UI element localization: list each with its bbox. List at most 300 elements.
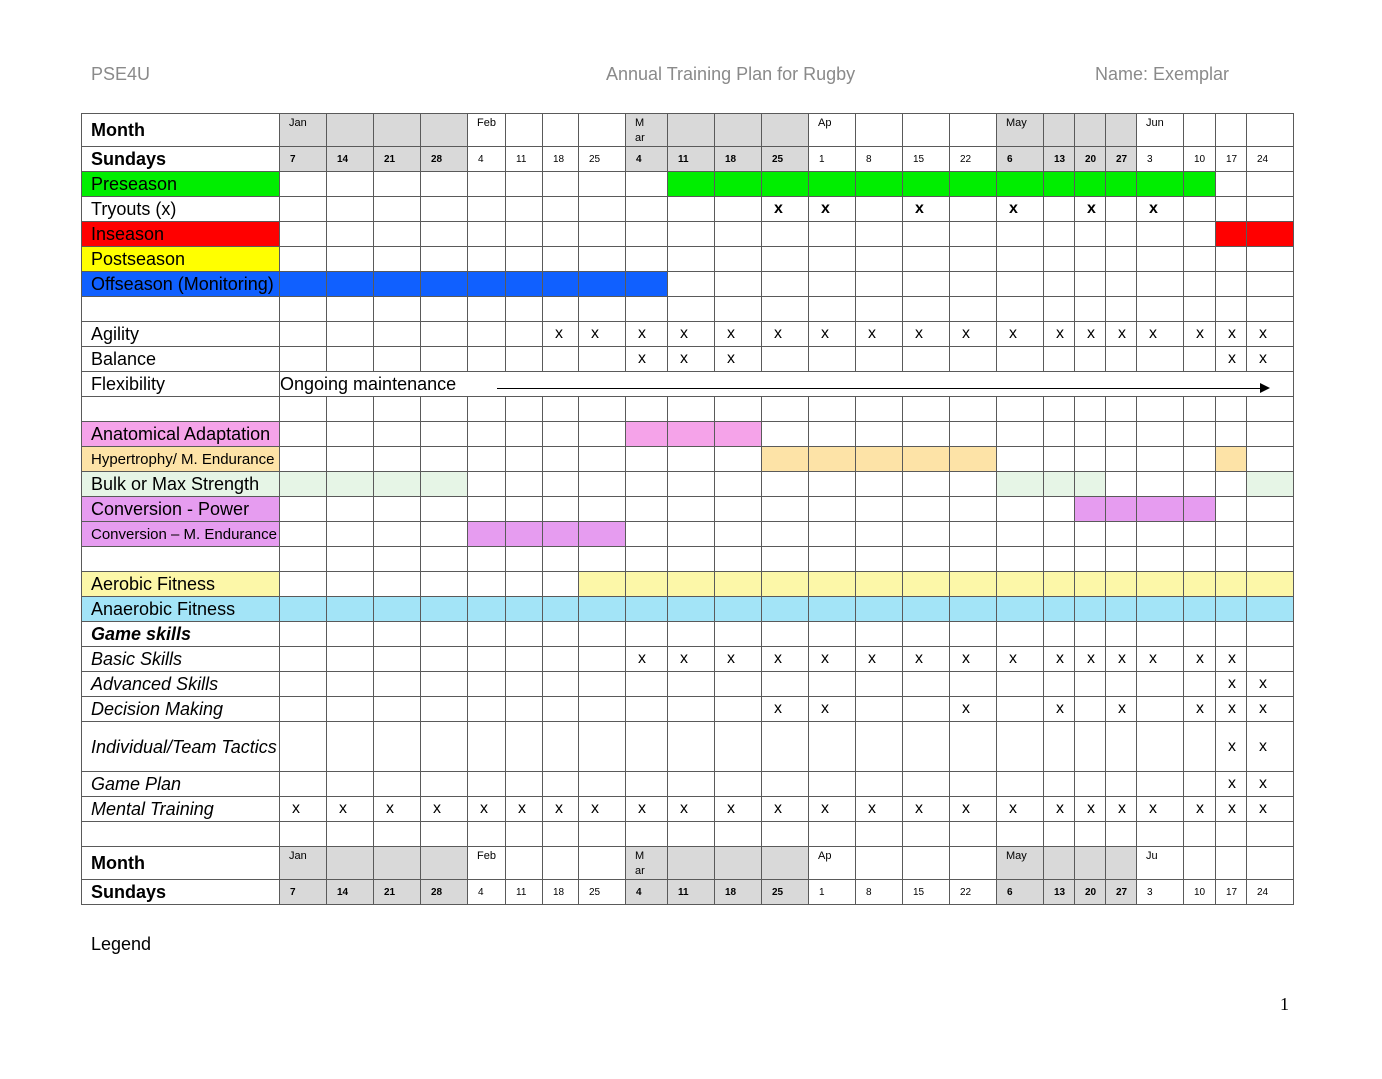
mark-cell: x <box>903 322 950 347</box>
phase-cell <box>1044 422 1075 447</box>
phase-cell <box>374 422 421 447</box>
phase-cell <box>1106 247 1137 272</box>
phase-cell <box>856 172 903 197</box>
empty-cell <box>809 547 856 572</box>
mark-cell: x <box>1137 197 1184 222</box>
mark-cell <box>280 647 327 672</box>
blank-row-label <box>82 822 280 847</box>
empty-cell <box>715 547 762 572</box>
mark-cell <box>715 722 762 772</box>
phase-cell <box>856 572 903 597</box>
month-cell <box>903 847 950 880</box>
empty-cell <box>1247 822 1294 847</box>
month-cell: Ju <box>1137 847 1184 880</box>
mark-cell <box>626 672 668 697</box>
empty-cell <box>506 397 543 422</box>
sunday-cell: 4 <box>626 880 668 905</box>
mark-cell: x <box>374 797 421 822</box>
mark-cell: x <box>468 797 506 822</box>
row-label: Game Plan <box>82 772 280 797</box>
empty-cell <box>997 822 1044 847</box>
empty-cell <box>668 622 715 647</box>
mark-cell: x <box>762 797 809 822</box>
blank-row-label <box>82 297 280 322</box>
table-row <box>82 197 1294 222</box>
table-row <box>82 247 1294 272</box>
mark-cell: x <box>809 697 856 722</box>
phase-cell <box>626 447 668 472</box>
empty-cell <box>1044 297 1075 322</box>
phase-cell <box>1184 522 1216 547</box>
mark-cell <box>1044 347 1075 372</box>
empty-cell <box>421 822 468 847</box>
phase-cell <box>468 597 506 622</box>
legend-label: Legend <box>91 934 152 954</box>
mark-cell <box>327 197 374 222</box>
phase-cell <box>280 222 327 247</box>
phase-cell <box>1184 447 1216 472</box>
mark-cell <box>903 772 950 797</box>
mark-cell <box>950 197 997 222</box>
month-cell <box>543 114 579 147</box>
phase-cell <box>762 447 809 472</box>
sunday-cell: 10 <box>1184 147 1216 172</box>
mark-cell: x <box>421 797 468 822</box>
phase-cell <box>856 447 903 472</box>
mark-cell <box>327 647 374 672</box>
mark-cell: x <box>1106 697 1137 722</box>
mark-cell <box>579 772 626 797</box>
mark-cell <box>1137 697 1184 722</box>
mark-cell <box>327 672 374 697</box>
mark-cell <box>762 347 809 372</box>
empty-cell <box>543 547 579 572</box>
phase-cell <box>950 572 997 597</box>
phase-cell <box>543 422 579 447</box>
row-label: Postseason <box>82 247 280 272</box>
mark-cell: x <box>1137 797 1184 822</box>
empty-cell <box>1216 297 1247 322</box>
sunday-cell: 28 <box>421 880 468 905</box>
phase-cell <box>1247 497 1294 522</box>
phase-cell <box>762 422 809 447</box>
empty-cell <box>1184 622 1216 647</box>
phase-cell <box>1075 597 1106 622</box>
phase-cell <box>626 247 668 272</box>
mark-cell <box>374 322 421 347</box>
empty-cell <box>856 547 903 572</box>
table-row <box>82 697 1294 722</box>
phase-cell <box>506 422 543 447</box>
empty-cell <box>903 547 950 572</box>
table-row <box>82 114 1294 147</box>
month-cell <box>1216 847 1247 880</box>
phase-cell <box>809 522 856 547</box>
mark-cell: x <box>668 322 715 347</box>
phase-cell <box>1106 597 1137 622</box>
empty-cell <box>762 622 809 647</box>
phase-cell <box>1247 522 1294 547</box>
sunday-cell: 3 <box>1137 880 1184 905</box>
empty-cell <box>950 622 997 647</box>
phase-cell <box>856 597 903 622</box>
table-row <box>82 847 1294 880</box>
phase-cell <box>1216 572 1247 597</box>
phase-cell <box>809 572 856 597</box>
empty-cell <box>1044 397 1075 422</box>
row-label: Decision Making <box>82 697 280 722</box>
phase-cell <box>1075 247 1106 272</box>
sunday-cell: 24 <box>1247 880 1294 905</box>
phase-cell <box>280 422 327 447</box>
mark-cell <box>1216 197 1247 222</box>
mark-cell <box>856 347 903 372</box>
mark-cell: x <box>1184 797 1216 822</box>
empty-cell <box>280 397 327 422</box>
phase-cell <box>374 597 421 622</box>
mark-cell <box>997 697 1044 722</box>
mark-cell <box>468 647 506 672</box>
table-row <box>82 722 1294 772</box>
month-cell <box>1075 847 1106 880</box>
phase-cell <box>579 572 626 597</box>
phase-cell <box>668 247 715 272</box>
mark-cell <box>506 772 543 797</box>
empty-cell <box>762 822 809 847</box>
phase-cell <box>997 272 1044 297</box>
empty-cell <box>1216 547 1247 572</box>
phase-cell <box>668 597 715 622</box>
phase-cell <box>421 447 468 472</box>
mark-cell <box>715 697 762 722</box>
mark-cell: x <box>543 322 579 347</box>
phase-cell <box>506 497 543 522</box>
phase-cell <box>903 472 950 497</box>
mark-cell <box>280 722 327 772</box>
phase-cell <box>327 272 374 297</box>
phase-cell <box>579 222 626 247</box>
phase-cell <box>374 222 421 247</box>
phase-cell <box>856 472 903 497</box>
phase-cell <box>950 447 997 472</box>
sunday-cell: 8 <box>856 880 903 905</box>
phase-cell <box>950 497 997 522</box>
empty-cell <box>668 822 715 847</box>
table-row <box>82 147 1294 172</box>
row-label: Game skills <box>82 622 280 647</box>
table-row <box>82 672 1294 697</box>
row-label: Preseason <box>82 172 280 197</box>
sunday-cell: 25 <box>762 880 809 905</box>
table-row <box>82 772 1294 797</box>
mark-cell: x <box>1075 322 1106 347</box>
month-cell <box>1044 847 1075 880</box>
row-label: Individual/Team Tactics <box>82 722 280 772</box>
empty-cell <box>1184 547 1216 572</box>
empty-cell <box>327 397 374 422</box>
mark-cell: x <box>280 797 327 822</box>
phase-cell <box>543 447 579 472</box>
empty-cell <box>762 547 809 572</box>
phase-cell <box>1137 447 1184 472</box>
phase-cell <box>374 247 421 272</box>
table-row <box>82 472 1294 497</box>
row-label: Anaerobic Fitness <box>82 597 280 622</box>
empty-cell <box>374 297 421 322</box>
month-cell <box>715 114 762 147</box>
sunday-cell: 4 <box>468 880 506 905</box>
mark-cell <box>668 772 715 797</box>
mark-cell <box>543 672 579 697</box>
month-cell <box>1184 114 1216 147</box>
mark-cell <box>1106 672 1137 697</box>
phase-cell <box>950 597 997 622</box>
phase-cell <box>668 572 715 597</box>
phase-cell <box>1184 172 1216 197</box>
phase-cell <box>543 522 579 547</box>
mark-cell <box>715 672 762 697</box>
month-cell: Ap <box>809 114 856 147</box>
mark-cell <box>421 672 468 697</box>
mark-cell <box>579 697 626 722</box>
empty-cell <box>950 822 997 847</box>
empty-cell <box>668 547 715 572</box>
phase-cell <box>668 472 715 497</box>
row-label: Month <box>82 847 280 880</box>
phase-cell <box>1216 422 1247 447</box>
mark-cell <box>421 697 468 722</box>
phase-cell <box>856 247 903 272</box>
phase-cell <box>1216 222 1247 247</box>
sunday-cell: 21 <box>374 880 421 905</box>
phase-cell <box>421 597 468 622</box>
phase-cell <box>1247 572 1294 597</box>
empty-cell <box>1247 547 1294 572</box>
phase-cell <box>1075 222 1106 247</box>
phase-cell <box>579 422 626 447</box>
phase-cell <box>1137 272 1184 297</box>
blank-row-label <box>82 547 280 572</box>
phase-cell <box>1106 472 1137 497</box>
mark-cell <box>1044 772 1075 797</box>
empty-cell <box>280 822 327 847</box>
phase-cell <box>543 172 579 197</box>
mark-cell <box>374 772 421 797</box>
phase-cell <box>1106 172 1137 197</box>
phase-cell <box>1216 247 1247 272</box>
empty-cell <box>856 397 903 422</box>
mark-cell <box>280 772 327 797</box>
phase-cell <box>950 422 997 447</box>
table-row <box>82 372 1294 397</box>
mark-cell <box>1075 722 1106 772</box>
month-cell <box>1106 847 1137 880</box>
phase-cell <box>809 422 856 447</box>
month-cell <box>715 847 762 880</box>
phase-cell <box>421 222 468 247</box>
phase-cell <box>327 472 374 497</box>
empty-cell <box>579 397 626 422</box>
mark-cell: x <box>626 322 668 347</box>
phase-cell <box>1044 172 1075 197</box>
phase-cell <box>809 597 856 622</box>
mark-cell: x <box>579 797 626 822</box>
empty-cell <box>1106 547 1137 572</box>
phase-cell <box>1137 247 1184 272</box>
phase-cell <box>997 447 1044 472</box>
empty-cell <box>715 397 762 422</box>
phase-cell <box>668 172 715 197</box>
mark-cell: x <box>950 797 997 822</box>
phase-cell <box>327 422 374 447</box>
phase-cell <box>626 422 668 447</box>
month-cell <box>506 847 543 880</box>
phase-cell <box>1184 247 1216 272</box>
sunday-cell: 7 <box>280 880 327 905</box>
mark-cell: x <box>856 797 903 822</box>
phase-cell <box>715 522 762 547</box>
month-cell <box>374 114 421 147</box>
mark-cell: x <box>506 797 543 822</box>
mark-cell <box>809 672 856 697</box>
empty-cell <box>543 622 579 647</box>
empty-cell <box>1075 297 1106 322</box>
empty-cell <box>1137 297 1184 322</box>
empty-cell <box>506 622 543 647</box>
month-cell <box>1044 114 1075 147</box>
empty-cell <box>856 622 903 647</box>
phase-cell <box>626 272 668 297</box>
empty-cell <box>468 547 506 572</box>
phase-cell <box>579 472 626 497</box>
table-row <box>82 297 1294 322</box>
phase-cell <box>1106 222 1137 247</box>
mark-cell <box>1184 672 1216 697</box>
mark-cell <box>903 672 950 697</box>
empty-cell <box>543 397 579 422</box>
mark-cell: x <box>809 797 856 822</box>
phase-cell <box>1216 272 1247 297</box>
empty-cell <box>1247 297 1294 322</box>
sunday-cell: 11 <box>506 880 543 905</box>
phase-cell <box>374 497 421 522</box>
sunday-cell: 8 <box>856 147 903 172</box>
phase-cell <box>715 247 762 272</box>
phase-cell <box>543 472 579 497</box>
phase-cell <box>280 572 327 597</box>
row-label: Conversion – M. Endurance <box>82 522 280 547</box>
phase-cell <box>1184 472 1216 497</box>
month-cell <box>1075 114 1106 147</box>
flexibility-arrow <box>497 388 1267 389</box>
empty-cell <box>1216 822 1247 847</box>
mark-cell <box>903 722 950 772</box>
phase-cell <box>626 472 668 497</box>
phase-cell <box>997 472 1044 497</box>
mark-cell <box>579 647 626 672</box>
mark-cell <box>1075 347 1106 372</box>
phase-cell <box>903 222 950 247</box>
mark-cell: x <box>762 647 809 672</box>
empty-cell <box>374 822 421 847</box>
mark-cell <box>468 697 506 722</box>
sunday-cell: 15 <box>903 147 950 172</box>
mark-cell: x <box>997 797 1044 822</box>
mark-cell <box>506 647 543 672</box>
mark-cell <box>762 672 809 697</box>
table-row <box>82 547 1294 572</box>
arrow-head-icon <box>1260 383 1270 393</box>
mark-cell <box>856 697 903 722</box>
month-cell <box>950 114 997 147</box>
sunday-cell: 11 <box>668 147 715 172</box>
phase-cell <box>1137 472 1184 497</box>
phase-cell <box>950 247 997 272</box>
mark-cell: x <box>950 647 997 672</box>
month-cell <box>762 114 809 147</box>
phase-cell <box>1044 447 1075 472</box>
mark-cell: x <box>1044 797 1075 822</box>
mark-cell: x <box>1247 772 1294 797</box>
mark-cell <box>543 697 579 722</box>
mark-cell: x <box>626 347 668 372</box>
mark-cell: x <box>856 322 903 347</box>
empty-cell <box>506 547 543 572</box>
month-cell <box>856 114 903 147</box>
row-label: Inseason <box>82 222 280 247</box>
empty-cell <box>950 297 997 322</box>
mark-cell <box>579 722 626 772</box>
mark-cell <box>997 672 1044 697</box>
phase-cell <box>1247 222 1294 247</box>
sunday-cell: 22 <box>950 880 997 905</box>
mark-cell <box>856 672 903 697</box>
phase-cell <box>468 522 506 547</box>
table-row <box>82 497 1294 522</box>
mark-cell <box>856 197 903 222</box>
row-label: Offseason (Monitoring) <box>82 272 280 297</box>
mark-cell: x <box>997 197 1044 222</box>
phase-cell <box>762 172 809 197</box>
empty-cell <box>809 622 856 647</box>
phase-cell <box>421 572 468 597</box>
table-row <box>82 397 1294 422</box>
phase-cell <box>668 497 715 522</box>
mark-cell: x <box>1075 197 1106 222</box>
empty-cell <box>506 822 543 847</box>
phase-cell <box>715 272 762 297</box>
empty-cell <box>327 297 374 322</box>
mark-cell <box>997 772 1044 797</box>
sunday-cell: 25 <box>579 880 626 905</box>
mark-cell <box>327 722 374 772</box>
table-row <box>82 647 1294 672</box>
phase-cell <box>626 597 668 622</box>
sunday-cell: 3 <box>1137 147 1184 172</box>
mark-cell <box>280 672 327 697</box>
mark-cell <box>421 647 468 672</box>
empty-cell <box>1106 397 1137 422</box>
phase-cell <box>374 572 421 597</box>
empty-cell <box>903 297 950 322</box>
sunday-cell: 21 <box>374 147 421 172</box>
phase-cell <box>280 447 327 472</box>
phase-cell <box>1106 497 1137 522</box>
mark-cell: x <box>1247 347 1294 372</box>
mark-cell <box>468 197 506 222</box>
empty-cell <box>626 397 668 422</box>
phase-cell <box>1106 447 1137 472</box>
